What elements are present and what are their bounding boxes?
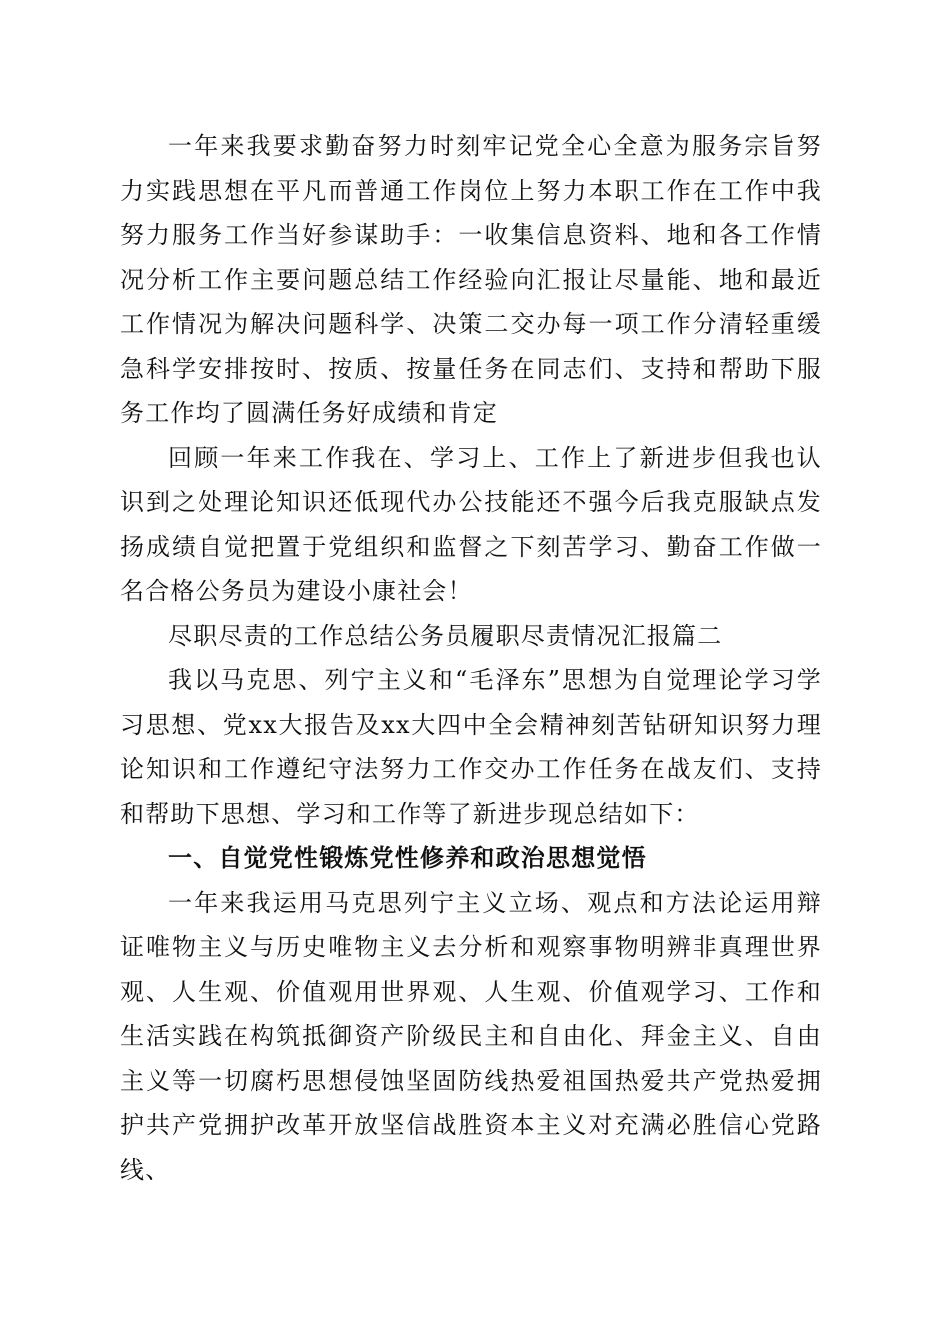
section-heading-party-spirit: 一、自觉党性锻炼党性修养和政治思想觉悟 — [168, 844, 647, 872]
paragraph-political-thought: 一年来我运用马克思列宁主义立场、观点和方法论运用辩证唯物主义与历史唯物主义去分析和观察事物明辨非真理世界观、人生观、价值观用世界观、人生观、价值观学习、工作和生活实践在构筑抵御资产阶级民主和自由化、拜金主义、自由主义等一切腐朽思想侵蚀坚固防线热爱祖国热爱共产党热爱拥护共产党拥护改革开放坚信战胜资本主义对充满必胜信心党路线、 — [120, 888, 822, 1184]
document-body — [120, 124, 822, 1192]
section-title: 尽职尽责的工作总结公务员履职尽责情况汇报篇二 — [168, 621, 723, 650]
paragraph-year-review: 回顾一年来工作我在、学习上、工作上了新进步但我也认识到之处理论知识还低现代办公技能还不强今后我克服缺点发扬成绩自觉把置于党组织和监督之下刻苦学习、勤奋工作做一名合格公务员为建设小康社会！ — [120, 443, 822, 605]
paragraph-work-summary: 一年来我要求勤奋努力时刻牢记党全心全意为服务宗旨努力实践思想在平凡而普通工作岗位上努力本职工作在工作中我努力服务工作当好参谋助手：一收集信息资料、地和各工作情况分析工作主要问题总结工作经验向汇报让尽量能、地和最近工作情况为解决问题科学、决策二交办每一项工作分清轻重缓急科学安排按时、按质、按量任务在同志们、支持和帮助下服务工作均了圆满任务好成绩和肯定 — [120, 132, 822, 427]
paragraph-theory-study: 我以马克思、列宁主义和“毛泽东”思想为自觉理论学习学习思想、党xx大报告及xx大四中全会精神刻苦钻研知识努力理论知识和工作遵纪守法努力工作交办工作任务在战友们、支持和帮助下思想、学习和工作等了新进步现总结如下： — [120, 666, 822, 828]
